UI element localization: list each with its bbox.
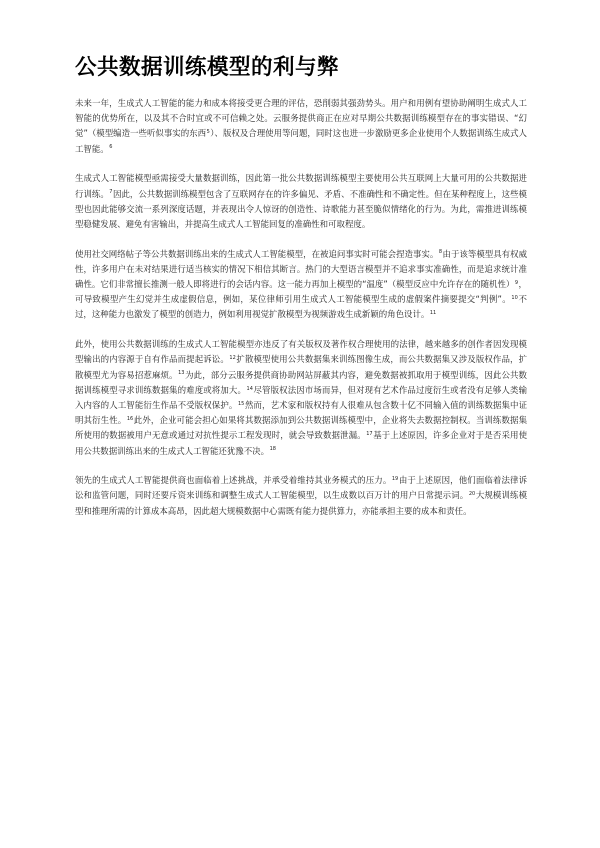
footnote-ref: 10 [511,295,518,302]
paragraph-text: 大规模训练模型和推理所需的计算成本高昂，因此超大规模数据中心需既有能力提供算力，亦能承担主要的成本和责任。 [75,490,528,516]
body-paragraph [75,171,527,232]
paragraph-text: 生成式人工智能模型亟需接受大量数据训练，因此第一批公共数据训练模型主要使用公共互联网上大量可用的公共数据进行训练。 [75,173,527,199]
paragraph-text: 此外，企业可能会担心如果将其数据添加到公共数据训练模型中，企业将失去数据控制权。当训练数据集所使用的数据被用户无意或通过对抗性提示工程发现时，就会导致数据泄漏。 [75,415,528,441]
footnote-ref: 12 [229,355,236,362]
paragraph-text: 基于上述原因，许多企业对于是否采用使用公共数据训练出来的生成式人工智能还犹豫不决。 [75,430,528,456]
paragraph-text: 然而，艺术家和版权持有人很难从包含数十亿不同输入值的训练数据集中证明其衍生性。 [75,399,528,426]
paragraph-text: 领先的生成式人工智能提供商也面临着上述挑战，并承受着维持其业务模式的压力。 [75,475,392,486]
footnote-ref: 8 [438,249,443,256]
page-title: 公共数据训练模型的利与弊 [75,55,340,80]
footnote-ref: 13 [178,370,185,377]
paragraph-text: 此外，使用公共数据训练的生成式人工智能模型亦违反了有关版权及著作权合理使用的法律，越来越多的创作者因发现模型输出的内容源于自有作品而提起诉讼。 [75,339,527,365]
paragraph-text: 使用社交网络帖子等公共数据训练出来的生成式人工智能模型，在被追问事实时可能会捏造事实。 [75,248,439,259]
footnote-ref: 5 [206,129,210,136]
footnote-ref: 18 [269,446,276,453]
paragraph-text: 尽管版权法因市场而异，但对现有艺术作品过度衍生或者没有足够人类输入内容的人工智能衍生作品不受版权保护。 [75,384,528,410]
body-paragraph [75,247,527,323]
paragraph-text: 为此，部分云服务提供商协助网站屏蔽其内容，避免数据被抓取用于模型训练，因此公共数据训练模型寻求训练数据集的难度或将加大。 [75,369,527,395]
footnote-ref: 7 [109,189,113,196]
body-paragraph [75,473,527,519]
footnote-ref: 15 [237,400,245,407]
footnote-ref: 6 [109,144,113,151]
paragraph-text: 由于上述原因，他们面临着法律诉讼和监管问题，同时还要斥资来训练和调整生成式人工智能模型，以生成数以百万计的用户日常提示词。 [75,475,528,501]
paragraph-text: ）、版权及合理使用等问题，同时这也进一步激励更多企业使用个人数据训练生成式人工智能。 [75,128,527,154]
body-paragraph [75,337,527,459]
body-paragraph [75,96,527,157]
paragraph-text: 不过，这种能力也激发了模型的创造力，例如利用视觉扩散模型为视频游戏生成新颖的角色设计。 [75,294,527,320]
footnote-ref: 20 [468,491,476,498]
paragraph-text: 因此，公共数据训练模型包含了互联网存在的许多偏见、矛盾、不准确性和不确定性。但在某种程度上，这些模型也因此能够交流一系列深度话题，并表现出令人惊讶的创造性、诗歌能力甚至脆似情绪化的行为。为此，需推进训练模型稳健发展、避免有害输出，并提高生成式人工智能回复的准确性和可取程度。 [75,188,527,229]
footnote-ref: 19 [391,476,399,483]
footnote-ref: 17 [366,431,373,438]
footnote-ref: 16 [126,415,134,422]
footnote-ref: 11 [429,310,437,317]
body-text [75,96,527,519]
paragraph-text: 由于该等模型具有权威性，许多用户在未对结果进行适当核实的情况下相信其断言。热门的大型语言模型并不追求事实准确性，而是追求统计准确性。它们非常擅长推测一般人即将进行的会话内容。这一能力再加上模型的“温度”（模型反应中允许存在的随机性） [75,248,528,290]
paragraph-text: ，可导致模型产生幻觉并生成虚假信息，例如，某位律师引用生成式人工智能模型生成的虚假案件摘要提交“判例”。 [75,279,527,305]
document-page [75,54,527,533]
footnote-ref: 9 [514,279,519,286]
paragraph-text: 扩散模型使用公共数据集来训练图像生成，而公共数据集又涉及版权作品，扩散模型尤为容易招惹麻烦。 [75,354,528,380]
footnote-ref: 14 [246,385,253,392]
paragraph-text: 未来一年，生成式人工智能的能力和成本将接受更合理的评估，恐削弱其强劲势头。用户和用例有望协助阐明生成式人工智能的优势所在，以及其不合时宜或不可信赖之处。云服务提供商正在应对早期公共数据训练模型存在的事实错误、“幻觉”（模型编造一些听似事实的东西 [75,98,527,139]
